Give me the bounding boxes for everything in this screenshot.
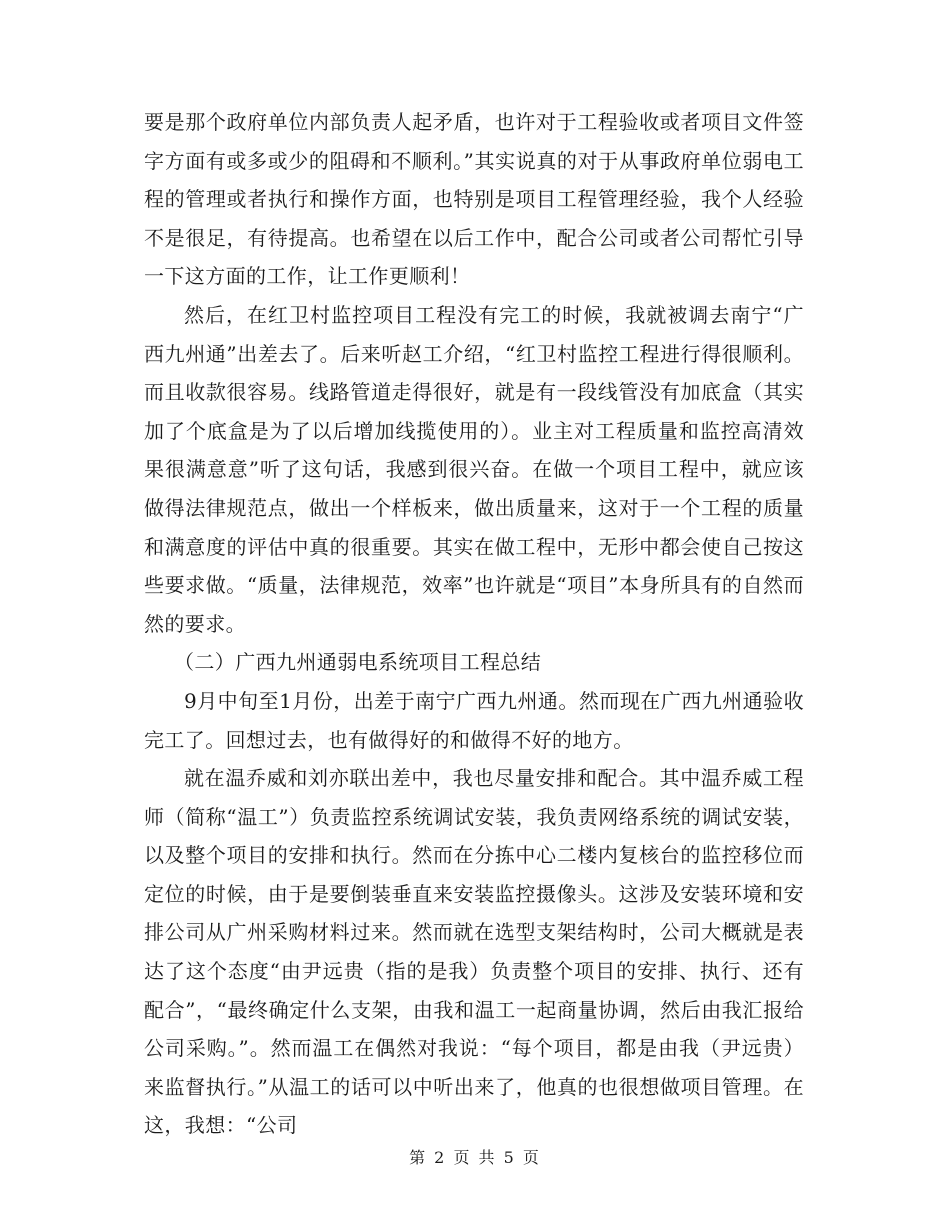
page-number-footer: 第 2 页 共 5 页 — [409, 1148, 541, 1167]
paragraph-1: 要是那个政府单位内部负责人起矛盾，也许对于工程验收或者项目文件签字方面有或多或少的阻碍和不顺利。”其实说真的对于从事政府单位弱电工程的管理或者执行和操作方面，也特别是项目工程管理经验，我个人经验不是很足，有待提高。也希望在以后工作中，配合公司或者公司帮忙引导一下这方面的工作，让工作更顺利！ — [144, 110, 804, 289]
paragraph-3: 9月中旬至1月份，出差于南宁广西九州通。然而现在广西九州通验收完工了。回想过去，也有做得好的和做得不好的地方。 — [144, 688, 804, 752]
paragraph-2: 然后，在红卫村监控项目工程没有完工的时候，我就被调去南宁“广西九州通”出差去了。后来听赵工介绍，“红卫村监控工程进行得很顺利。而且收款很容易。线路管道走得很好，就是有一段线管没有加底盒（其实加了个底盒是为了以后增加线揽使用的）。业主对工程质量和监控高清效果很满意意”听了这句话，我感到很兴奋。在做一个项目工程中，就应该做得法律规范点，做出一个样板来，做出质量来，这对于一个工程的质量和满意度的评估中真的很重要。其实在做工程中，无形中都会使自己按这些要求做。“质量，法律规范，效率”也许就是“项目”本身所具有的自然而然的要求。 — [144, 302, 804, 636]
paragraph-4: 就在温乔威和刘亦联出差中，我也尽量安排和配合。其中温乔威工程师（简称“温工”）负责监控系统调试安装，我负责网络系统的调试安装，以及整个项目的安排和执行。然而在分拣中心二楼内复核台的监控移位而定位的时候，由于是要倒装垂直来安装监控摄像头。这涉及安装环境和安排公司从广州采购材料过来。然而就在选型支架结构时，公司大概就是表达了这个态度“由尹远贵（指的是我）负责整个项目的安排、执行、还有配合”，“最终确定什么支架，由我和温工一起商量协调，然后由我汇报给公司采购。”。然而温工在偶然对我说：“每个项目，都是由我（尹远贵）来监督执行。”从温工的话可以中听出来了，他真的也很想做项目管理。在这，我想：“公司 — [144, 766, 804, 1138]
section-heading: （二）广西九州通弱电系统项目工程总结 — [174, 650, 542, 675]
document-body — [144, 103, 804, 1145]
